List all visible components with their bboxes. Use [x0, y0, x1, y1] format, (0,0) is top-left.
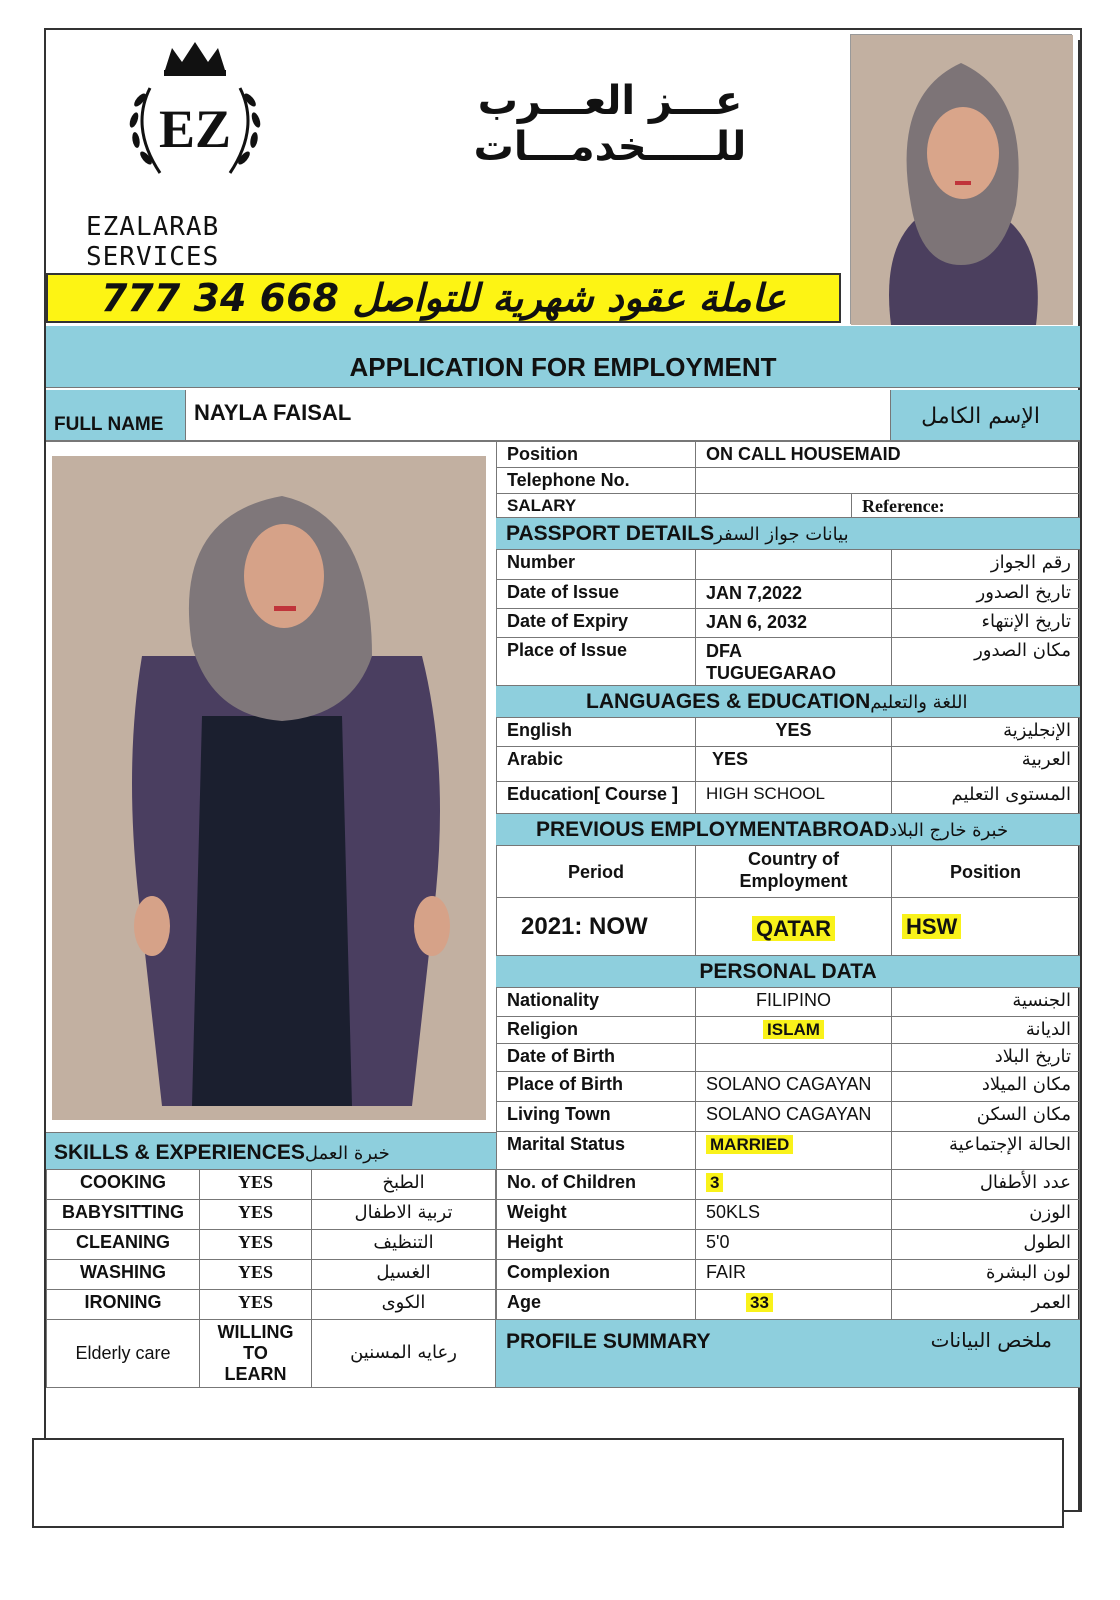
- passport-row-label-ar: رقم الجواز: [892, 550, 1080, 580]
- personal-row-label: Date of Birth: [496, 1044, 696, 1072]
- full-name-label-ar: الإسم الكامل: [890, 390, 1080, 440]
- employment-position: HSW: [892, 898, 1080, 956]
- passport-row-label: Place of Issue: [496, 638, 696, 686]
- position-label: Position: [496, 442, 696, 468]
- logo-letters: EZ: [158, 99, 232, 159]
- personal-row-label: Living Town: [496, 1102, 696, 1132]
- skill-row-label-ar: رعايه المسنين: [312, 1320, 496, 1388]
- personal-row-value: 50KLS: [696, 1200, 892, 1230]
- personal-row-value: FAIR: [696, 1260, 892, 1290]
- skill-row-value: YES: [200, 1290, 312, 1320]
- contact-banner: عاملة عقود شهرية للتواصل 668 34 777: [46, 273, 841, 323]
- personal-row-value: MARRIED: [696, 1132, 892, 1170]
- language-row-label: English: [496, 718, 696, 747]
- position-value: ON CALL HOUSEMAID: [696, 442, 1080, 468]
- profile-summary-box: [496, 1320, 1080, 1388]
- skill-row-label-ar: التنظيف: [312, 1230, 496, 1260]
- personal-row-label: Marital Status: [496, 1132, 696, 1170]
- personal-row-label: Weight: [496, 1200, 696, 1230]
- passport-row-value: DFA TUGUEGARAO: [696, 638, 892, 686]
- personal-row-label-ar: الديانة: [892, 1017, 1080, 1044]
- personal-row-label-ar: الوزن: [892, 1200, 1080, 1230]
- language-row-label: Arabic: [496, 747, 696, 782]
- personal-row-label-ar: الطول: [892, 1230, 1080, 1260]
- personal-row-value: 5'0: [696, 1230, 892, 1260]
- full-name-label-cell: [46, 390, 186, 440]
- personal-row-label: Place of Birth: [496, 1072, 696, 1102]
- employment-section-header: PREVIOUS EMPLOYMENTABROADخبرة خارج البلاد: [496, 814, 1080, 846]
- personal-row-label-ar: لون البشرة: [892, 1260, 1080, 1290]
- passport-row-value: JAN 6, 2032: [696, 609, 892, 638]
- personal-row-value: 3: [696, 1170, 892, 1200]
- passport-section-header: PASSPORT DETAILSبيانات جواز السفر: [496, 518, 1080, 550]
- employment-period: 2021: NOW: [496, 898, 696, 956]
- passport-row-label: Date of Issue: [496, 580, 696, 609]
- telephone-value: [696, 468, 1080, 494]
- full-body-photo: [52, 456, 486, 1120]
- personal-row-label-ar: الجنسية: [892, 988, 1080, 1017]
- full-name-label: FULL NAME: [54, 414, 164, 435]
- personal-row-label: No. of Children: [496, 1170, 696, 1200]
- personal-row-label-ar: مكان السكن: [892, 1102, 1080, 1132]
- language-row-label: Education[ Course ]: [496, 782, 696, 814]
- personal-row-value: SOLANO CAGAYAN: [696, 1072, 892, 1102]
- personal-section-header: PERSONAL DATA: [496, 956, 1080, 988]
- skills-section-header: SKILLS & EXPERIENCESخبرة العمل: [46, 1132, 496, 1170]
- personal-row-label: Nationality: [496, 988, 696, 1017]
- language-row-value: YES: [696, 718, 892, 747]
- language-row-label-ar: الإنجليزية: [892, 718, 1080, 747]
- employment-country: QATAR: [696, 898, 892, 956]
- employment-header-position: Position: [892, 846, 1080, 898]
- personal-row-label: Height: [496, 1230, 696, 1260]
- personal-row-value: ISLAM: [696, 1017, 892, 1044]
- portrait-photo: [850, 34, 1072, 324]
- skill-row-label-ar: الكوى: [312, 1290, 496, 1320]
- personal-row-label-ar: الحالة الإجتماعية: [892, 1132, 1080, 1170]
- skill-row-label-ar: الطبخ: [312, 1170, 496, 1200]
- passport-row-value: [696, 550, 892, 580]
- language-row-value: YES: [696, 747, 892, 782]
- notes-box: [32, 1438, 1064, 1528]
- skill-row-label: IRONING: [46, 1290, 200, 1320]
- skill-row-value: YES: [200, 1170, 312, 1200]
- languages-section-header: LANGUAGES & EDUCATIONاللغة والتعليم: [496, 686, 1080, 718]
- company-name-en: EZALARAB SERVICES: [86, 212, 220, 272]
- language-row-value: HIGH SCHOOL: [696, 782, 892, 814]
- skill-row-label-ar: الغسيل: [312, 1260, 496, 1290]
- passport-row-label: Number: [496, 550, 696, 580]
- skill-row-label: BABYSITTING: [46, 1200, 200, 1230]
- salary-value: [696, 494, 852, 518]
- skill-row-label: CLEANING: [46, 1230, 200, 1260]
- personal-row-label-ar: تاريخ البلاد: [892, 1044, 1080, 1072]
- skill-row-label: COOKING: [46, 1170, 200, 1200]
- reference-label: Reference:: [852, 494, 1080, 518]
- personal-row-label-ar: مكان الميلاد: [892, 1072, 1080, 1102]
- employment-header-country: Country of Employment: [696, 846, 892, 898]
- personal-row-label: Complexion: [496, 1260, 696, 1290]
- personal-row-value: FILIPINO: [696, 988, 892, 1017]
- personal-row-label: Age: [496, 1290, 696, 1320]
- salary-label: SALARY: [496, 494, 696, 518]
- language-row-label-ar: العربية: [892, 747, 1080, 782]
- company-name-ar: عـــز العـــرب للـــــخدمـــات: [473, 78, 747, 170]
- passport-row-label-ar: تاريخ الإنتهاء: [892, 609, 1080, 638]
- passport-row-label-ar: تاريخ الصدور: [892, 580, 1080, 609]
- personal-row-label-ar: عدد الأطفال: [892, 1170, 1080, 1200]
- skill-row-value: YES: [200, 1230, 312, 1260]
- language-row-label-ar: المستوى التعليم: [892, 782, 1080, 814]
- skill-row-value: YES: [200, 1200, 312, 1230]
- skill-row-label: Elderly care: [46, 1320, 200, 1388]
- profile-summary-title-ar: ملخص البيانات: [930, 1328, 1052, 1352]
- personal-row-value: 33: [696, 1290, 892, 1320]
- profile-summary-title: PROFILE SUMMARY: [506, 1330, 711, 1353]
- personal-row-value: [696, 1044, 892, 1072]
- logo: [110, 38, 280, 188]
- skill-row-label: WASHING: [46, 1260, 200, 1290]
- passport-row-label: Date of Expiry: [496, 609, 696, 638]
- personal-row-label-ar: العمر: [892, 1290, 1080, 1320]
- skill-row-label-ar: تربية الاطفال: [312, 1200, 496, 1230]
- telephone-label: Telephone No.: [496, 468, 696, 494]
- skill-row-value: YES: [200, 1260, 312, 1290]
- skill-row-value: WILLING TO LEARN: [200, 1320, 312, 1388]
- form-title: APPLICATION FOR EMPLOYMENT: [46, 326, 1080, 388]
- full-name-value: NAYLA FAISAL: [194, 400, 352, 425]
- employment-header-period: Period: [496, 846, 696, 898]
- personal-row-value: SOLANO CAGAYAN: [696, 1102, 892, 1132]
- personal-row-label: Religion: [496, 1017, 696, 1044]
- passport-row-label-ar: مكان الصدور: [892, 638, 1080, 686]
- passport-row-value: JAN 7,2022: [696, 580, 892, 609]
